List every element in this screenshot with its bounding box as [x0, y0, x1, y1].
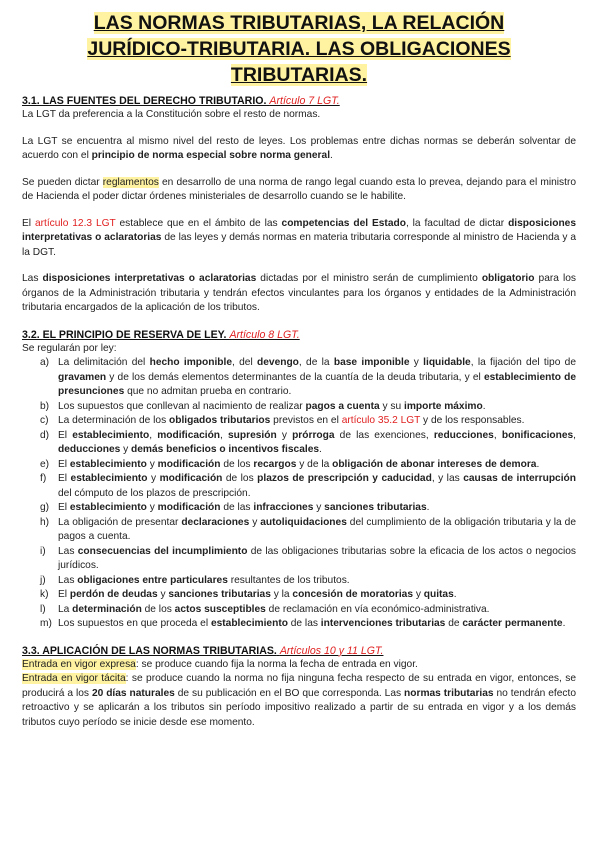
list-marker: c) — [40, 415, 49, 426]
list-marker: e) — [40, 458, 50, 470]
list-item: d) El establecimiento, modificación, supresión y prórroga de las exenciones, reducciones, bonificaciones, deducciones y demás beneficios o incentivos fiscales. — [40, 429, 577, 455]
highlight: Entrada en vigor tácita — [22, 673, 126, 684]
list-marker: a) — [40, 357, 50, 368]
list-marker: h) — [40, 516, 50, 528]
article-ref: artículo 12.3 LGT — [34, 217, 116, 229]
list-item: e) El establecimiento y modificación de los recargos y de la obligación de abonar intereses de demora. — [22, 458, 576, 473]
paragraph: Entrada en vigor expresa: se produce cuando fija la norma la fecha de entrada en vigor. — [22, 658, 418, 670]
paragraph: El artículo 12.3 LGT establece que en el ámbito de las competencias del Estado, la facultad de dictar disposiciones interpretativas o aclaratorias de las leyes y demás normas en materia tributaria corresponde al ministro de Hacienda y a la DGT. — [22, 217, 577, 258]
list-intro: Se regularán por ley: — [22, 342, 117, 354]
paragraph: Las disposiciones interpretativas o aclaratorias dictadas por el ministro serán de cumplimiento obligatorio para los órganos de la Administración tributaria y tendrán efectos vinculantes para los órganos y entidades de la Administración tributaria encargados de la aplicación de los tributos. — [22, 273, 577, 313]
section-ref-3-3: Artículos 10 y 11 LGT. — [279, 644, 384, 657]
list-marker: k) — [40, 589, 49, 600]
paragraph: Se pueden dictar reglamentos en desarrollo de una norma de rango legal cuando esta lo prevea, dejando para el ministro de Hacienda el poder dictar órdenes ministeriales de desarrollo cuando se le habilite. — [22, 176, 577, 202]
section-heading-3-2: 3.2. EL PRINCIPIO DE RESERVA DE LEY. Artículo 8 LGT. — [22, 328, 300, 341]
paragraph: La LGT da preferencia a la Constitución sobre el resto de normas. — [22, 109, 321, 120]
section-ref-3-2: Artículo 8 LGT. — [229, 328, 300, 341]
list-item: l) La determinación de los actos susceptibles de reclamación en vía económico-administrativa. — [22, 603, 576, 618]
highlight: reglamentos — [102, 176, 159, 188]
reserve-list — [22, 356, 576, 632]
list-item: k) El perdón de deudas y sanciones tributarias y la concesión de moratorias y quitas. — [22, 588, 576, 603]
list-item: b) Los supuestos que conllevan al nacimiento de realizar pagos a cuenta y su importe máximo. — [22, 400, 576, 415]
highlight: Entrada en vigor expresa — [22, 658, 136, 670]
list-item: g) El establecimiento y modificación de las infracciones y sanciones tributarias. — [22, 501, 576, 516]
list-item: m) Los supuestos en que proceda el establecimiento de las intervenciones tributarias de carácter permanente. — [22, 617, 576, 632]
list-marker: j) — [40, 574, 46, 586]
list-item: i) Las consecuencias del incumplimiento de las obligaciones tributarias sobre la eficacia de los actos o negocios jurídicos. — [40, 545, 576, 571]
paragraph: La LGT se encuentra al mismo nivel del resto de leyes. Los problemas entre dichas normas se deberán solventar de acuerdo con el principio de norma especial sobre norma general. — [22, 135, 576, 161]
title-line-1: LAS NORMAS TRIBUTARIAS, LA RELACIÓN — [93, 12, 505, 34]
document-title — [22, 10, 576, 88]
list-item: a) La delimitación del hecho imponible, del devengo, de la base imponible y liquidable, la fijación del tipo de gravamen y de los demás elementos determinantes de la cuantía de la deuda tributaria, y el establecimiento de presunciones que no admitan prueba en contrario. — [40, 357, 576, 397]
title-line-3: TRIBUTARIAS. — [230, 64, 368, 86]
list-marker: d) — [40, 429, 50, 441]
list-item: c) La determinación de los obligados tributarios previstos en el artículo 35.2 LGT y de los responsables. — [22, 414, 576, 429]
section-heading-3-3: 3.3. APLICACIÓN DE LAS NORMAS TRIBUTARIAS. Artículos 10 y 11 LGT. — [22, 644, 384, 657]
paragraph: Entrada en vigor tácita: se produce cuando la norma no fija ninguna fecha respecto de su entrada en vigor, entonces, se producirá a los 20 días naturales de su publicación en el BO que corresponda. Las normas tributarias no tendrán efecto retroactivo y se aplicarán a los tributos sin período impositivo realizado a partir de su entrada en vigor y a los demás tributos cuyo período se inicie desde ese momento. — [22, 673, 576, 728]
list-marker: l) — [40, 603, 46, 615]
section-heading-3-1: 3.1. LAS FUENTES DEL DERECHO TRIBUTARIO. Artículo 7 LGT. — [22, 95, 340, 107]
list-marker: m) — [40, 618, 52, 629]
list-marker: f) — [40, 473, 47, 484]
list-item: j) Las obligaciones entre particulares resultantes de los tributos. — [22, 574, 576, 589]
section-ref-3-1: Artículo 7 LGT. — [269, 95, 340, 107]
list-marker: i) — [40, 545, 46, 557]
title-line-2: JURÍDICO-TRIBUTARIA. LAS OBLIGACIONES — [87, 38, 511, 60]
list-marker: g) — [40, 502, 50, 513]
list-item: f) El establecimiento y modificación de los plazos de prescripción y caducidad, y las causas de interrupción del cómputo de los plazos de prescripción. — [40, 473, 576, 499]
list-item: h) La obligación de presentar declaraciones y autoliquidaciones del cumplimiento de la obligación tributaria y la de pagos a cuenta. — [40, 516, 576, 542]
list-marker: b) — [40, 400, 50, 412]
